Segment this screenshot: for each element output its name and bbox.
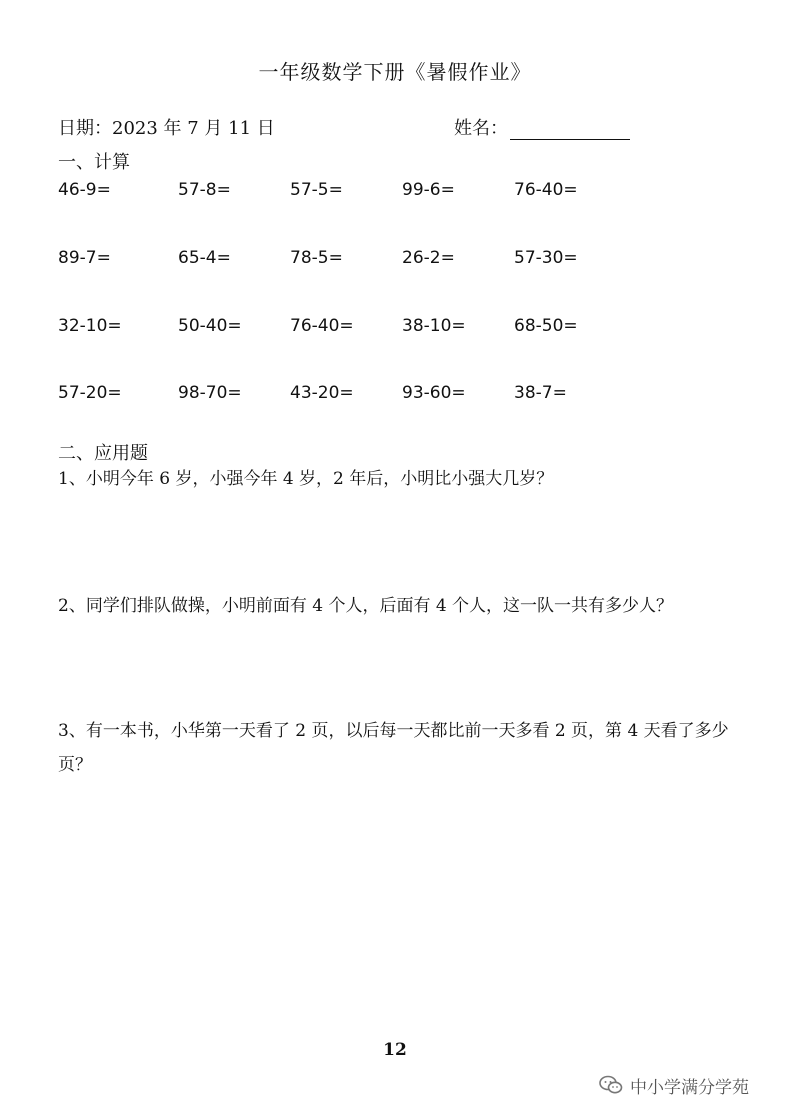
- watermark-text: 中小学满分学苑: [630, 1077, 749, 1098]
- section-word-problems-heading: 二、应用题: [58, 443, 148, 464]
- calc-problem: 50-40=: [178, 316, 242, 336]
- calc-problem: 98-70=: [178, 383, 242, 403]
- word-problem: 2、同学们排队做操，小明前面有 4 个人，后面有 4 个人，这一队一共有多少人？: [58, 596, 674, 616]
- calc-problem: 38-7=: [514, 383, 567, 403]
- page-number: 12: [383, 1040, 407, 1060]
- calculation-grid: [58, 180, 658, 410]
- word-problem: 3、有一本书，小华第一天看了 2 页，以后每一天都比前一天多看 2 页，第 4 天看了多少页？: [58, 721, 729, 775]
- calc-problem: 99-6=: [402, 180, 455, 200]
- calc-problem: 57-8=: [178, 180, 231, 200]
- calc-problem: 57-30=: [514, 248, 578, 268]
- calc-problem: 43-20=: [290, 383, 354, 403]
- section-calculation-heading: 一、计算: [58, 152, 130, 173]
- calc-problem: 46-9=: [58, 180, 111, 200]
- wechat-icon: [598, 1072, 624, 1098]
- calc-problem: 68-50=: [514, 316, 578, 336]
- watermark: [598, 1072, 749, 1098]
- calc-problem: 76-40=: [290, 316, 354, 336]
- calc-problem: 57-5=: [290, 180, 343, 200]
- name-field: [454, 114, 630, 140]
- calc-problem: 78-5=: [290, 248, 343, 268]
- calc-problem: 26-2=: [402, 248, 455, 268]
- worksheet-title: 一年级数学下册《暑假作业》: [258, 60, 532, 84]
- date-line: 日期：2023 年 7 月 11 日: [58, 118, 275, 139]
- calc-row: [58, 248, 658, 272]
- calc-problem: 38-10=: [402, 316, 466, 336]
- word-problem: 1、小明今年 6 岁，小强今年 4 岁，2 年后，小明比小强大几岁？: [58, 469, 554, 489]
- calc-problem: 57-20=: [58, 383, 122, 403]
- calc-problem: 76-40=: [514, 180, 578, 200]
- calc-row: [58, 180, 658, 204]
- calc-problem: 93-60=: [402, 383, 466, 403]
- name-blank-line: [510, 119, 630, 140]
- calc-row: [58, 316, 658, 340]
- name-label: 姓名：: [454, 118, 508, 139]
- calc-problem: 65-4=: [178, 248, 231, 268]
- calc-row: [58, 383, 658, 407]
- calc-problem: 89-7=: [58, 248, 111, 268]
- calc-problem: 32-10=: [58, 316, 122, 336]
